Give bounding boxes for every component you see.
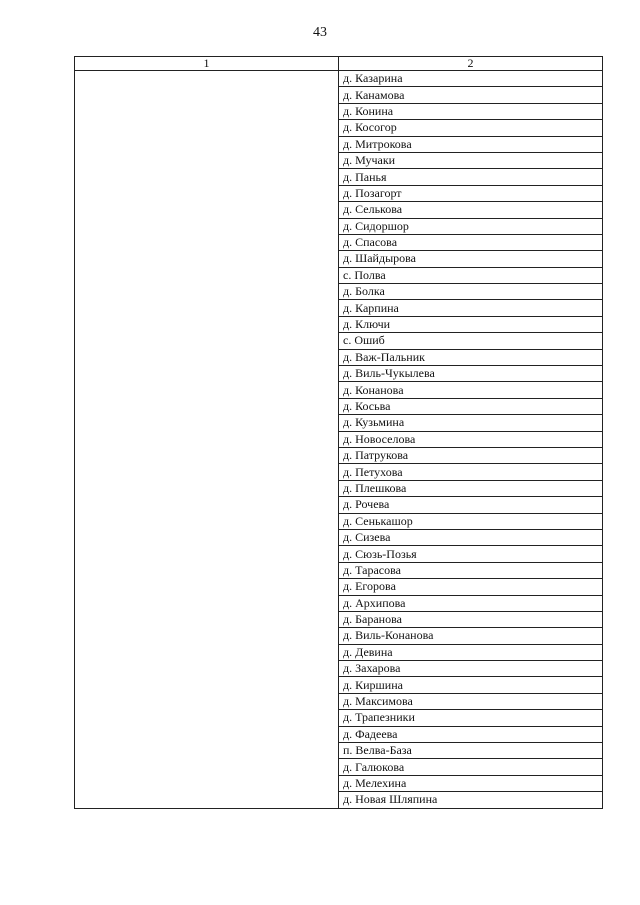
table-row (75, 71, 603, 87)
settlement-cell: д. Трапезники (339, 710, 603, 726)
settlement-cell: д. Максимова (339, 693, 603, 709)
settlement-cell: д. Панья (339, 169, 603, 185)
settlement-cell: д. Казарина (339, 71, 603, 87)
settlement-cell: д. Сидоршор (339, 218, 603, 234)
table-header-row (75, 57, 603, 71)
settlement-cell: д. Егорова (339, 579, 603, 595)
settlement-cell: с. Ошиб (339, 333, 603, 349)
settlement-cell: д. Косьва (339, 398, 603, 414)
settlement-cell: д. Сизева (339, 529, 603, 545)
settlement-cell: д. Рочева (339, 497, 603, 513)
settlement-cell: д. Виль-Конанова (339, 628, 603, 644)
settlement-cell: д. Новоселова (339, 431, 603, 447)
settlement-cell: д. Позагорт (339, 185, 603, 201)
settlement-cell: д. Виль-Чукылева (339, 366, 603, 382)
settlement-cell: д. Конанова (339, 382, 603, 398)
settlement-cell: д. Митрокова (339, 136, 603, 152)
settlement-cell: д. Селькова (339, 202, 603, 218)
settlement-cell: д. Фадеева (339, 726, 603, 742)
settlement-cell: д. Тарасова (339, 562, 603, 578)
settlement-cell: д. Карпина (339, 300, 603, 316)
settlement-cell: д. Косогор (339, 120, 603, 136)
table-body (75, 71, 603, 809)
settlement-cell: д. Баранова (339, 611, 603, 627)
settlement-cell: п. Велва-База (339, 743, 603, 759)
page-number: 43 (313, 25, 327, 40)
settlement-cell: с. Полва (339, 267, 603, 283)
settlement-cell: д. Кузьмина (339, 415, 603, 431)
settlement-cell: д. Плешкова (339, 480, 603, 496)
settlement-cell: д. Девина (339, 644, 603, 660)
settlement-cell: д. Шайдырова (339, 251, 603, 267)
settlement-cell: д. Архипова (339, 595, 603, 611)
settlement-cell: д. Петухова (339, 464, 603, 480)
column-header-1: 1 (75, 57, 339, 71)
settlement-cell: д. Сенькашор (339, 513, 603, 529)
settlement-cell: д. Галюкова (339, 759, 603, 775)
settlement-cell: д. Патрукова (339, 447, 603, 463)
settlement-cell: д. Киршина (339, 677, 603, 693)
settlement-cell: д. Конина (339, 103, 603, 119)
settlement-cell: д. Болка (339, 284, 603, 300)
settlements-table (74, 56, 603, 809)
settlement-cell: д. Сюзь-Позья (339, 546, 603, 562)
settlement-cell: д. Мучаки (339, 152, 603, 168)
settlement-cell: д. Канамова (339, 87, 603, 103)
settlement-cell: д. Новая Шляпина (339, 792, 603, 808)
settlement-cell: д. Важ-Пальник (339, 349, 603, 365)
settlement-cell: д. Захарова (339, 661, 603, 677)
column-header-2: 2 (339, 57, 603, 71)
settlement-cell: д. Ключи (339, 316, 603, 332)
settlement-cell: д. Мелехина (339, 775, 603, 791)
empty-left-cell (75, 71, 339, 809)
settlement-cell: д. Спасова (339, 234, 603, 250)
